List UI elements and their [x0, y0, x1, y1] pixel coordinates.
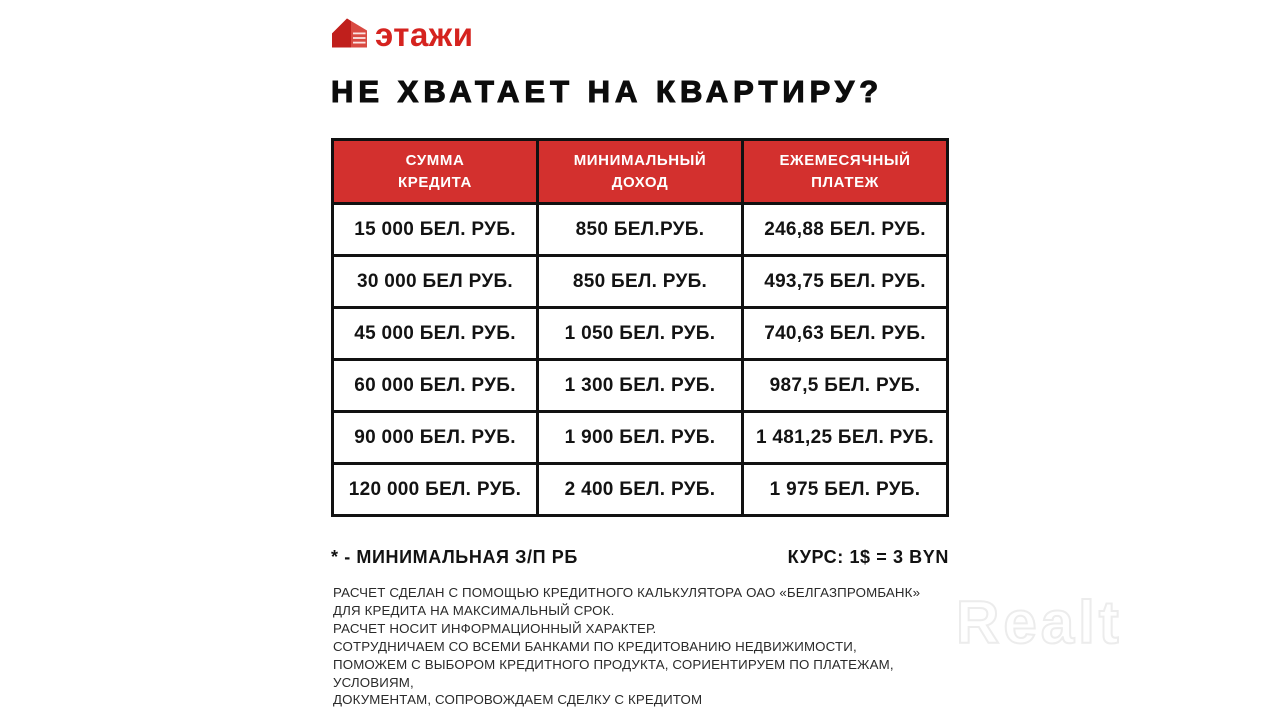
loan-amount-cell: 15 000 БЕЛ. РУБ.	[333, 204, 538, 256]
column-header-line: СУММА	[405, 151, 465, 169]
footnote-exchange-rate: КУРС: 1$ = 3 BYN	[787, 547, 949, 567]
min-income-cell: 1 900 БЕЛ. РУБ.	[538, 412, 743, 464]
disclaimer-line: РАСЧЕТ СДЕЛАН С ПОМОЩЬЮ КРЕДИТНОГО КАЛЬКУЛЯТОРА ОАО «БЕЛГАЗПРОМБАНК»	[333, 585, 921, 600]
loan-table	[331, 138, 949, 517]
disclaimer-line: СОТРУДНИЧАЕМ СО ВСЕМИ БАНКАМИ ПО КРЕДИТОВАНИЮ НЕДВИЖИМОСТИ,	[333, 638, 857, 654]
table-row	[333, 412, 948, 464]
loan-amount-cell: 60 000 БЕЛ. РУБ.	[333, 360, 538, 412]
page-title: НЕ ХВАТАЕТ НА КВАРТИРУ?	[331, 74, 884, 109]
column-header-line: КРЕДИТА	[398, 173, 472, 191]
table-row	[333, 308, 948, 360]
disclaimer-line: ДОКУМЕНТАМ, СОПРОВОЖДАЕМ СДЕЛКУ С КРЕДИТОМ	[333, 692, 703, 708]
loan-amount-cell: 120 000 БЕЛ. РУБ.	[333, 464, 538, 516]
footnote-min-salary: * - МИНИМАЛЬНАЯ З/П РБ	[331, 547, 578, 567]
table-row	[333, 360, 948, 412]
disclaimer-line: ДЛЯ КРЕДИТА НА МАКСИМАЛЬНЫЙ СРОК.	[333, 602, 615, 618]
monthly-payment-cell: 740,63 БЕЛ. РУБ.	[743, 308, 948, 360]
min-income-cell: 1 300 БЕЛ. РУБ.	[538, 360, 743, 412]
footnotes-row	[331, 547, 949, 568]
table-row	[333, 256, 948, 308]
column-header-line: ЕЖЕМЕСЯЧНЫЙ	[779, 151, 911, 169]
monthly-payment-cell: 1 975 БЕЛ. РУБ.	[743, 464, 948, 516]
monthly-payment-cell: 1 481,25 БЕЛ. РУБ.	[743, 412, 948, 464]
min-income-cell: 1 050 БЕЛ. РУБ.	[538, 308, 743, 360]
table-row	[333, 464, 948, 516]
disclaimer-block	[333, 584, 953, 709]
loan-table-body	[333, 204, 948, 516]
column-header-line: ПЛАТЕЖ	[811, 173, 879, 191]
loan-amount-cell: 90 000 БЕЛ. РУБ.	[333, 412, 538, 464]
header-row	[333, 140, 948, 204]
brand-logo	[332, 16, 474, 51]
monthly-payment-cell: 493,75 БЕЛ. РУБ.	[743, 256, 948, 308]
loan-table-header	[333, 140, 948, 204]
min-income-cell: 850 БЕЛ.РУБ.	[538, 204, 743, 256]
disclaimer-line: ПОМОЖЕМ С ВЫБОРОМ КРЕДИТНОГО ПРОДУКТА, СОРИЕНТИРУЕМ ПО ПЛАТЕЖАМ,	[333, 656, 894, 672]
min-income-cell: 2 400 БЕЛ. РУБ.	[538, 464, 743, 516]
column-header-min-income	[538, 140, 743, 204]
disclaimer-line: РАСЧЕТ НОСИТ ИНФОРМАЦИОННЫЙ ХАРАКТЕР.	[333, 620, 657, 636]
table-row	[333, 204, 948, 256]
min-income-cell: 850 БЕЛ. РУБ.	[538, 256, 743, 308]
monthly-payment-cell: 246,88 БЕЛ. РУБ.	[743, 204, 948, 256]
column-header-line: МИНИМАЛЬНЫЙ	[573, 151, 707, 169]
loan-amount-cell: 45 000 БЕЛ. РУБ.	[333, 308, 538, 360]
column-header-credit-sum	[333, 140, 538, 204]
house-icon	[332, 17, 368, 50]
column-header-monthly-payment	[743, 140, 948, 204]
realt-watermark: Realt	[956, 589, 1123, 656]
monthly-payment-cell: 987,5 БЕЛ. РУБ.	[743, 360, 948, 412]
loan-amount-cell: 30 000 БЕЛ РУБ.	[333, 256, 538, 308]
brand-logo-text: этажи	[375, 16, 474, 53]
disclaimer-line: УСЛОВИЯМ,	[333, 674, 414, 690]
column-header-line: ДОХОД	[611, 173, 669, 191]
